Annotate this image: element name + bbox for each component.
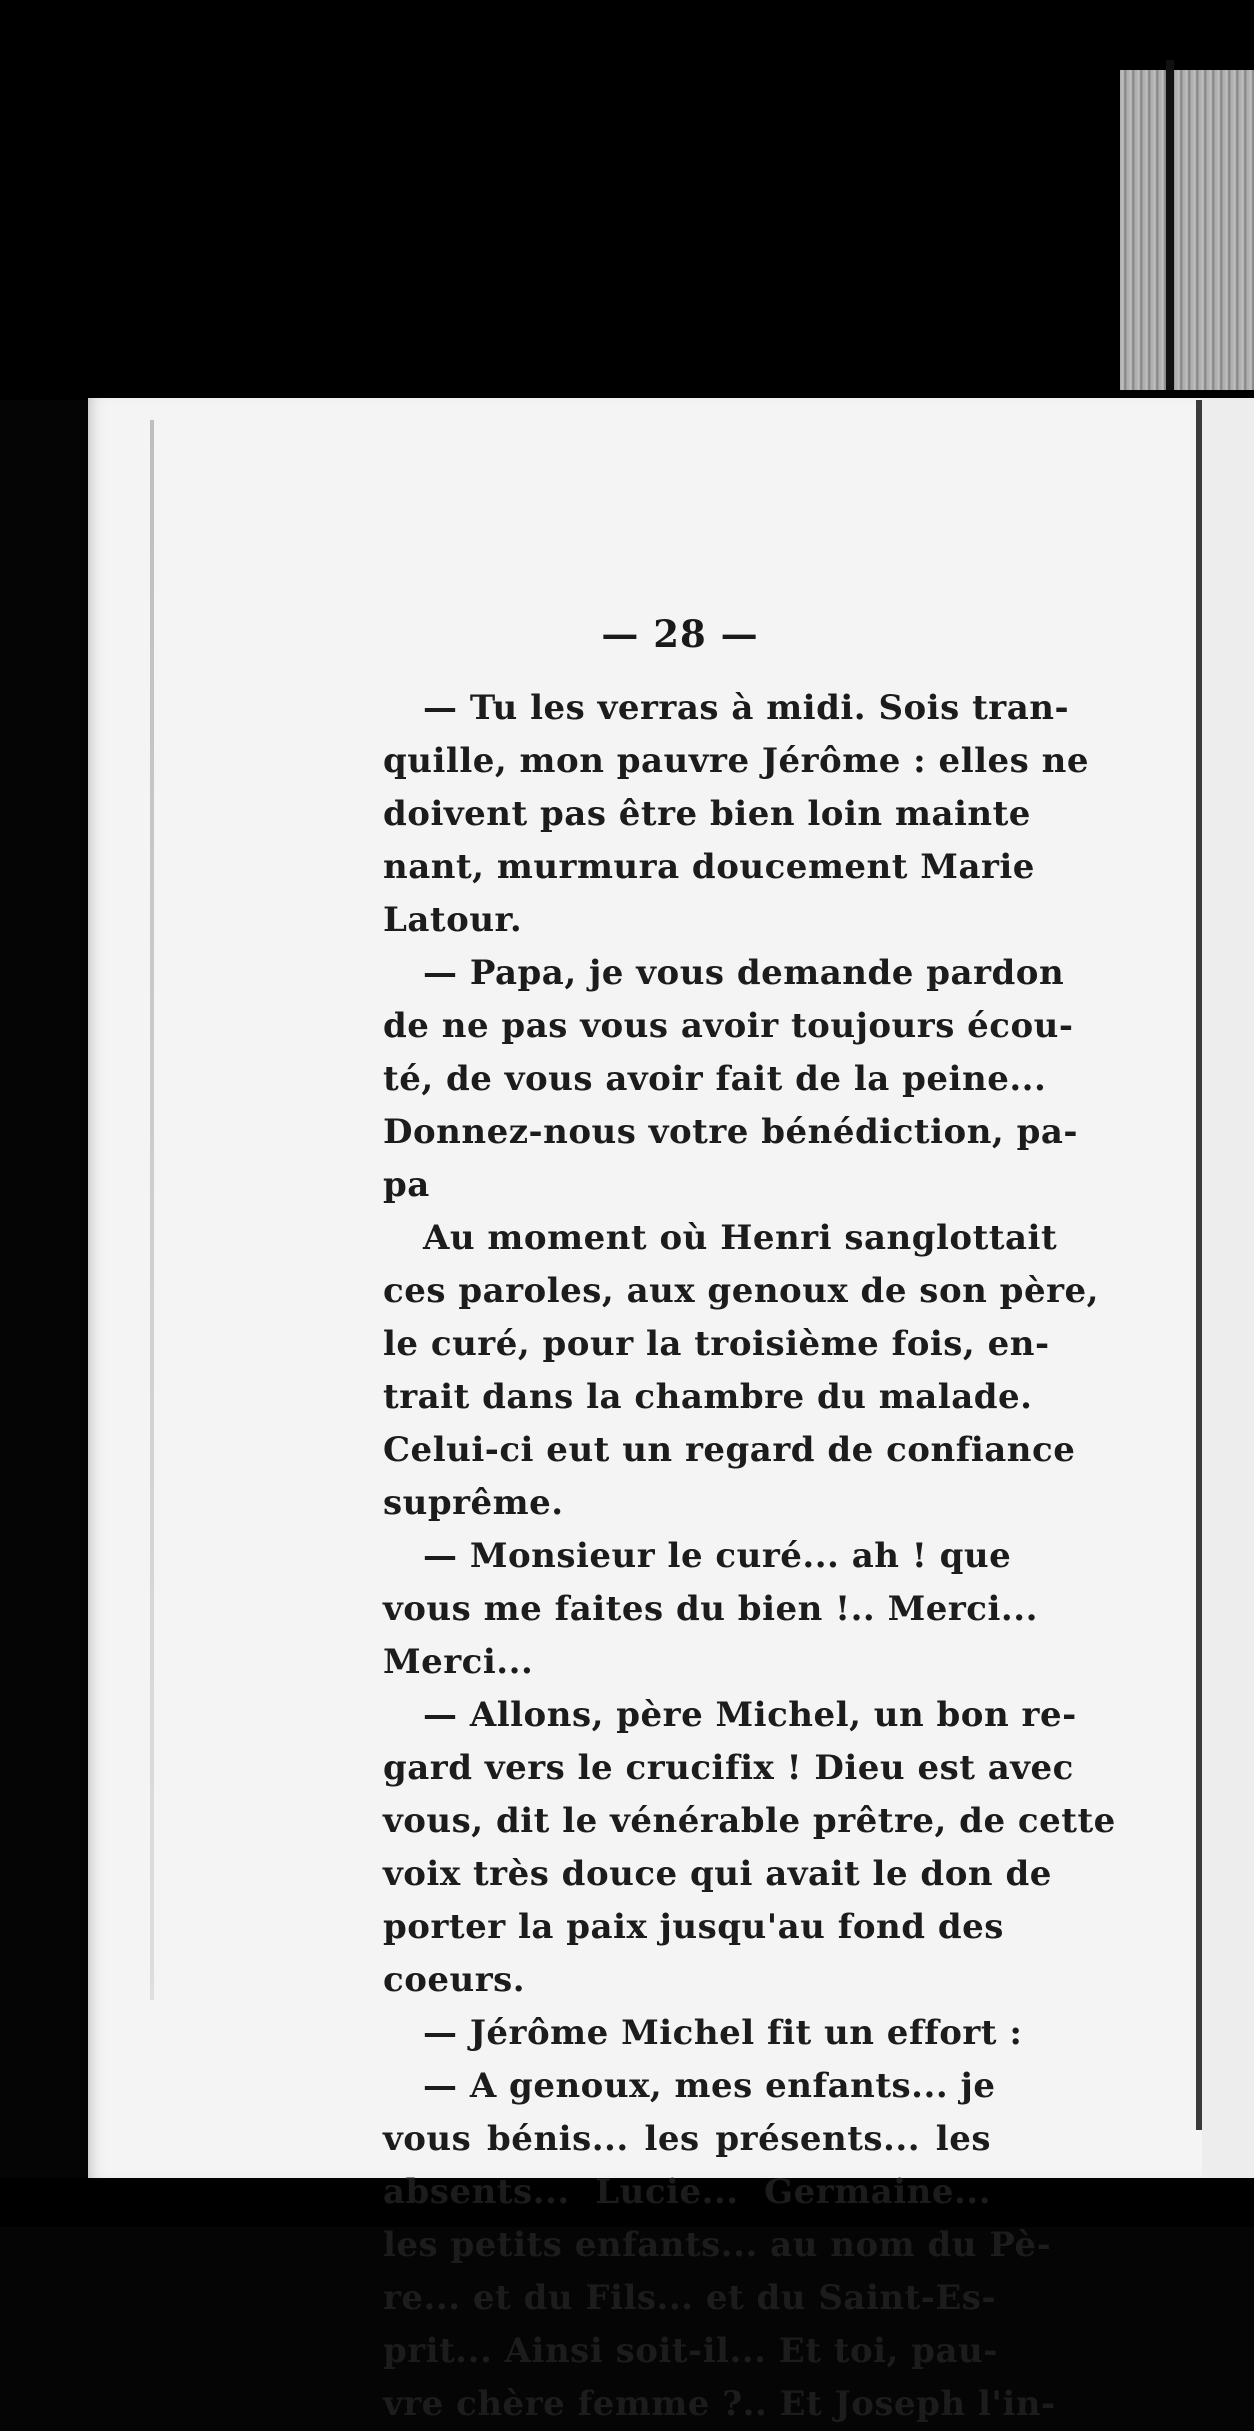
text-line: quille, mon pauvre Jérôme : elles ne: [383, 741, 1089, 781]
text-line: absents... Lucie... Germaine...: [383, 2172, 991, 2212]
text-line: de ne pas vous avoir toujours écou-: [383, 1006, 1074, 1046]
text-line: ces paroles, aux genoux de son père,: [383, 1271, 1099, 1311]
text-line: nant, murmura doucement Marie: [383, 847, 1035, 887]
book-spine-shadow: [1166, 60, 1174, 390]
text-line: voix très douce qui avait le don de: [383, 1854, 1052, 1894]
text-line: coeurs.: [383, 1960, 526, 2000]
scan-background: [0, 0, 1254, 400]
text-line: vre chère femme ?.. Et Joseph l'in-: [383, 2384, 1056, 2424]
text-line: prit... Ainsi soit-il... Et toi, pau-: [383, 2331, 998, 2371]
text-line: les petits enfants... au nom du Pè-: [383, 2225, 1052, 2265]
text-line: re... et du Fils... et du Saint-Es-: [383, 2278, 997, 2318]
text-line: trait dans la chambre du malade.: [383, 1377, 1033, 1417]
page-number: — 28 —: [601, 612, 759, 656]
book-page-edges: [1120, 70, 1254, 390]
page-text: [383, 682, 1116, 2431]
text-line: Celui-ci eut un regard de confiance: [383, 1430, 1076, 1470]
text-line: porter la paix jusqu'au fond des: [383, 1907, 1004, 1947]
text-line: — Papa, je vous demande pardon: [423, 953, 1065, 993]
facing-page-strip: [1202, 398, 1254, 2178]
text-line: — Jérôme Michel fit un effort :: [423, 2013, 1023, 2053]
page-gutter-shadow: [150, 420, 154, 2000]
text-line: Au moment où Henri sanglottait: [423, 1218, 1058, 1258]
text-line: — A genoux, mes enfants... je: [423, 2066, 996, 2106]
text-line: té, de vous avoir fait de la peine...: [383, 1059, 1047, 1099]
text-line: gard vers le crucifix ! Dieu est avec: [383, 1748, 1074, 1788]
text-line: Latour.: [383, 900, 523, 940]
text-line: — Monsieur le curé... ah ! que: [423, 1536, 1012, 1576]
text-line: Donnez-nous votre bénédiction, pa-: [383, 1112, 1079, 1152]
text-line: — Tu les verras à midi. Sois tran-: [423, 688, 1070, 728]
text-line: Merci...: [383, 1642, 534, 1682]
text-line: pa: [383, 1165, 430, 1205]
text-line: le curé, pour la troisième fois, en-: [383, 1324, 1050, 1364]
text-line: doivent pas être bien loin mainte: [383, 794, 1031, 834]
text-line: suprême.: [383, 1483, 564, 1523]
page-fold-line: [1196, 400, 1202, 2130]
text-line: vous, dit le vénérable prêtre, de cette: [383, 1801, 1116, 1841]
text-line: — Allons, père Michel, un bon re-: [423, 1695, 1077, 1735]
text-line: vous bénis... les présents... les: [383, 2119, 991, 2159]
text-line: vous me faites du bien !.. Merci...: [383, 1589, 1038, 1629]
